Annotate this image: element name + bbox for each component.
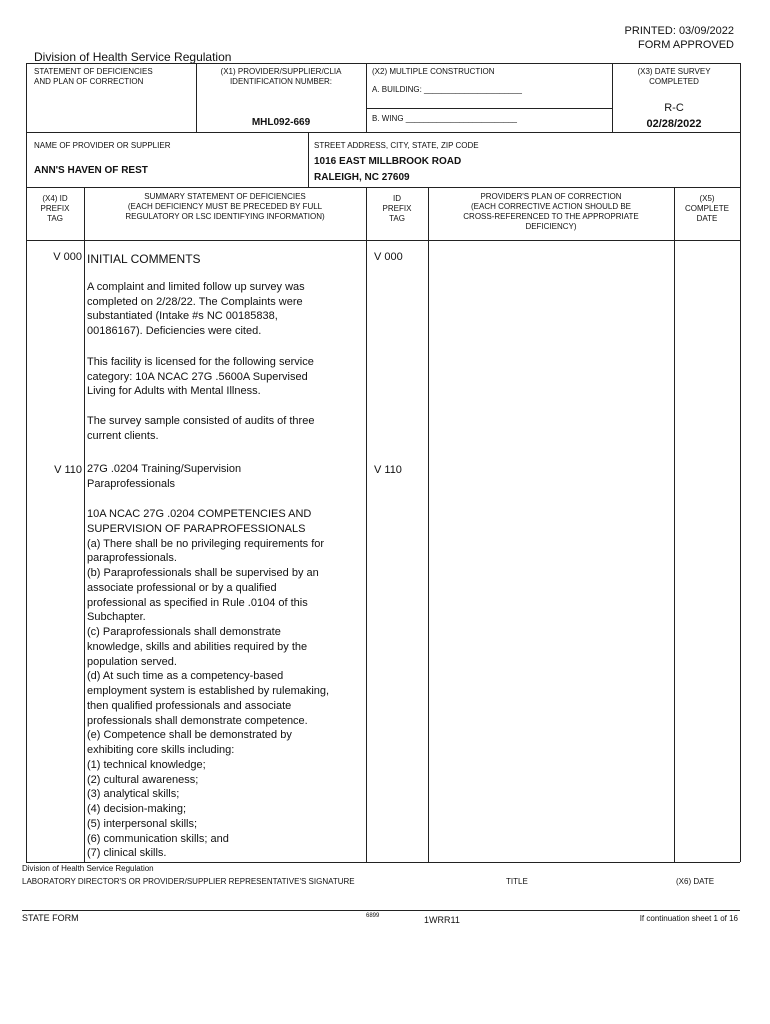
summary-label: SUMMARY STATEMENT OF DEFICIENCIES (EACH DEFICIENCY MUST BE PRECEDED BY FULL REGULATORY OR LSC IDENTIFYING INFORMATION) bbox=[125, 192, 325, 221]
wing-line: B. WING _________________________ bbox=[372, 114, 518, 123]
block2-title: 27G .0204 Training/Supervision Paraprofessionals bbox=[87, 463, 242, 490]
address-label: STREET ADDRESS, CITY, STATE, ZIP CODE bbox=[314, 141, 479, 150]
x1-label: (X1) PROVIDER/SUPPLIER/CLIA IDENTIFICATION NUMBER: bbox=[220, 67, 342, 86]
x3-code: R-C bbox=[664, 102, 684, 114]
document-id: 1WRR11 bbox=[424, 915, 460, 925]
statement-label: STATEMENT OF DEFICIENCIES AND PLAN OF CORRECTION bbox=[34, 67, 153, 86]
x2-label: (X2) MULTIPLE CONSTRUCTION bbox=[372, 67, 495, 76]
address-line-2: RALEIGH, NC 27609 bbox=[314, 172, 410, 183]
provider-label: NAME OF PROVIDER OR SUPPLIER bbox=[34, 141, 171, 150]
x5-label: (X5) COMPLETE DATE bbox=[684, 194, 729, 223]
address-line-1: 1016 EAST MILLBROOK ROAD bbox=[314, 156, 462, 167]
tag-v000-left: V 000 bbox=[53, 251, 82, 263]
continuation-sheet: If continuation sheet 1 of 16 bbox=[639, 914, 738, 923]
tag-v110-right: V 110 bbox=[374, 464, 402, 476]
x1-value: MHL092-669 bbox=[251, 117, 311, 128]
x3-label: (X3) DATE SURVEY COMPLETED bbox=[637, 67, 711, 86]
tag-v110-left: V 110 bbox=[54, 464, 82, 476]
state-form-label: STATE FORM bbox=[22, 913, 79, 923]
form-approved: FORM APPROVED bbox=[638, 39, 734, 51]
division-header: Division of Health Service Regulation bbox=[34, 50, 232, 64]
form-code: 6899 bbox=[366, 913, 380, 919]
title-label: TITLE bbox=[506, 877, 528, 886]
building-line: A. BUILDING: ______________________ bbox=[372, 85, 522, 94]
plan-label: PROVIDER'S PLAN OF CORRECTION (EACH CORRECTIVE ACTION SHOULD BE CROSS-REFERENCED TO THE APPROPRIATE DEFICIENCY) bbox=[463, 192, 639, 231]
block1-title: INITIAL COMMENTS bbox=[87, 252, 201, 266]
signature-label: LABORATORY DIRECTOR'S OR PROVIDER/SUPPLIER REPRESENTATIVE'S SIGNATURE bbox=[22, 877, 355, 886]
x4-label: (X4) ID PREFIX TAG bbox=[40, 194, 70, 223]
printed-date: PRINTED: 03/09/2022 bbox=[624, 25, 734, 37]
x6-date-label: (X6) DATE bbox=[676, 877, 715, 886]
footer-division: Division of Health Service Regulation bbox=[22, 864, 154, 873]
block1-paragraph-3: The survey sample consisted of audits of three current clients. bbox=[87, 415, 315, 442]
block1-paragraph-2: This facility is licensed for the following service category: 10A NCAC 27G .5600A Supervised Living for Adults with Mental Illness. bbox=[87, 356, 314, 398]
block1-paragraph-1: A complaint and limited follow up survey was completed on 2/28/22. The Complaints were substantiated (Intake #s NC 00185838, 00186167). Deficiencies were cited. bbox=[87, 281, 305, 337]
tag-v000-right: V 000 bbox=[374, 251, 403, 263]
id-label: ID PREFIX TAG bbox=[382, 194, 412, 223]
block2-body: 10A NCAC 27G .0204 COMPETENCIES AND SUPERVISION OF PARAPROFESSIONALS (a) There shall be no privileging requirements for paraprofessionals. (b) Paraprofessionals shall be supervised by an associate professional or by a qualified professional as specified in Rule .0104 of this Subchapter. (c) Paraprofessionals shall demonstrate knowledge, skills and abilities required by the population served. (d) At such time as a competency-based employment system is established by rulemaking, then qualified professionals and associate professionals shall demonstrate competence. (e) Competence shall be demonstrated by exhibiting core skills including: (1) technical knowledge; (2) cultural awareness; (3) analytical skills; (4) decision-making; (5) interpersonal skills; (6) communication skills; and (7) clinical skills. bbox=[87, 508, 330, 860]
provider-name: ANN'S HAVEN OF REST bbox=[34, 165, 148, 176]
x3-date: 02/28/2022 bbox=[646, 118, 702, 130]
